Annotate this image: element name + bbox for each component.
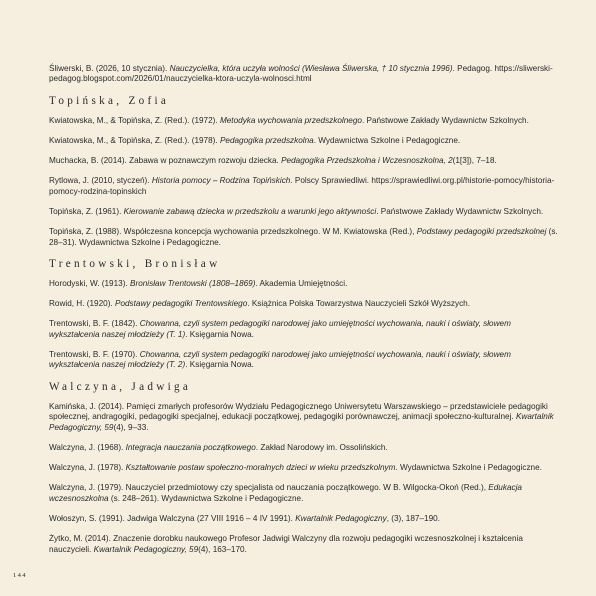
bibliography-section xyxy=(49,381,559,555)
reference-text: (4), 9–33. xyxy=(113,422,149,432)
reference-title: Pedagogika przedszkolna xyxy=(219,136,314,146)
reference-entry xyxy=(49,402,559,433)
reference-entry xyxy=(49,534,559,555)
reference-title: Historia pomocy – Rodzina Topińskich xyxy=(151,176,291,186)
reference-title: Podstawy pedagogiki przedszkolnej xyxy=(416,227,547,237)
reference-text: . Akademia Umiejętności. xyxy=(255,279,348,289)
reference-title: Chowanna, czyli system pedagogiki narodowej jako umiejętności wychowania, nauki i oświaty, słowem wykształcenia naszej młodzieży (T. 1) xyxy=(49,319,511,339)
reference-text: Walczyna, J. (1978). xyxy=(49,463,126,473)
reference-text: Trentowski, B. F. (1970). xyxy=(49,350,140,360)
reference-text: . Księgarnia Nowa. xyxy=(185,329,254,339)
reference-entry xyxy=(49,64,559,85)
reference-text: . Pedagog. https://sliwerski-pedagog.blogspot.com/2026/01/nauczycielka-ktora-uczyla-wolnosci.html xyxy=(49,64,553,84)
reference-entry xyxy=(49,350,559,371)
reference-text: Żytko, M. (2014). Znaczenie dorobku naukowego Profesor Jadwigi Walczyny dla rozwoju pedagogiki wczesnoszkolnej i kształcenia nauczycieli. xyxy=(49,534,523,554)
reference-entry xyxy=(49,514,559,524)
reference-text: (s. 28–31). Wydawnictwa Szkolne i Pedagogiczne. xyxy=(49,227,558,247)
reference-title: Edukacja wczesnoszkolna xyxy=(49,483,522,503)
reference-text: Wołoszyn, S. (1991). Jadwiga Walczyna (27 VIII 1916 – 4 IV 1991). xyxy=(49,513,296,523)
reference-title: Chowanna, czyli system pedagogiki narodowej jako umiejętności wychowania, nauki i oświaty, słowem wykształcenia naszej młodzieży (T. 2) xyxy=(49,350,511,370)
reference-text: Kwiatowska, M., & Topińska, Z. (Red.). (1972). xyxy=(49,115,220,125)
reference-text: Rytlowa, J. (2010, styczeń). xyxy=(49,176,152,186)
reference-title: Kierowanie zabawą dziecka w przedszkolu a warunki jego aktywności xyxy=(123,207,377,217)
reference-title: Kwartalnik Pedagogiczny, 59 xyxy=(93,544,199,554)
reference-title: Podstawy pedagogiki Trentowskiego xyxy=(114,299,248,309)
reference-title: Pedagogika Przedszkolna i Wczesnoszkolna, 2 xyxy=(281,156,453,166)
reference-text: . Wydawnictwa Szkolne i Pedagogiczne. xyxy=(395,463,542,473)
reference-entry xyxy=(49,319,559,340)
reference-text: . Księgarnia Nowa. xyxy=(185,360,254,370)
reference-text: Muchacka, B. (2014). Zabawa w poznawczym rozwoju dziecka. xyxy=(49,156,282,166)
reference-text: . Państwowe Zakłady Wydawnictw Szkolnych. xyxy=(361,115,529,125)
reference-entry xyxy=(49,483,559,504)
reference-title: Kwartalnik Pedagogiczny, 59 xyxy=(49,412,554,432)
reference-title: Kwartalnik Pedagogiczny xyxy=(295,513,387,523)
reference-title: Kształtowanie postaw społeczno-moralnych dzieci w wieku przedszkolnym xyxy=(125,463,396,473)
reference-entry xyxy=(49,443,559,453)
reference-text: Horodyski, W. (1913). xyxy=(49,279,130,289)
reference-title: Integracja nauczania początkowego xyxy=(125,442,256,452)
reference-text: (1[3]), 7–18. xyxy=(452,156,497,166)
reference-entry xyxy=(49,227,559,248)
reference-text: , (3), 187–190. xyxy=(386,513,440,523)
section-heading: Trentowski, Bronisław xyxy=(49,258,221,271)
bibliography-section xyxy=(49,64,559,85)
bibliography xyxy=(49,64,559,565)
reference-text: Walczyna, J. (1979). Nauczyciel przedmiotowy czy specjalista od nauczania początkowego. W B. Wilgocka-Okoń (Red.), xyxy=(49,483,489,493)
page-number: 144 xyxy=(13,572,27,579)
reference-entry xyxy=(49,176,559,197)
reference-text: (4), 163–170. xyxy=(198,544,247,554)
reference-text: . Polscy Sprawiedliwi. https://sprawiedliwi.org.pl/historie-pomocy/historia-pomocy-rodzina-topinskich xyxy=(49,176,555,196)
reference-text: . Zakład Narodowy im. Ossolińskich. xyxy=(255,442,388,452)
reference-text: Kamińska, J. (2014). Pamięci zmarłych profesorów Wydziału Pedagogicznego Uniwersytetu Warszawskiego – przedstawiciele pedagogiki społecznej, andragogiki, pedagogiki specjalnej, edukacji początkowej, pedagogiki porównawczej, animacji społeczno-kulturalnej. xyxy=(49,401,548,422)
reference-entry xyxy=(49,207,559,217)
reference-text: Walczyna, J. (1968). xyxy=(49,442,126,452)
reference-entry xyxy=(49,116,559,126)
bibliography-section xyxy=(49,95,559,248)
reference-entry xyxy=(49,156,559,166)
reference-text: . Książnica Polska Towarzystwa Nauczycieli Szkół Wyższych. xyxy=(247,299,471,309)
reference-title: Nauczycielka, która uczyła wolności (Wiesława Śliwerska, † 10 stycznia 1996) xyxy=(169,64,453,73)
reference-entry xyxy=(49,279,559,289)
reference-title: Bronisław Trentowski (1808–1869) xyxy=(130,279,256,289)
reference-text: Kwiatowska, M., & Topińska, Z. (Red.). (1978). xyxy=(49,136,220,146)
reference-text: Trentowski, B. F. (1842). xyxy=(49,319,140,329)
section-heading: Walczyna, Jadwiga xyxy=(49,380,192,393)
bibliography-section xyxy=(49,258,559,371)
reference-text: Rowid, H. (1920). xyxy=(49,299,115,309)
reference-text: Śliwerski, B. (2026, 10 stycznia). xyxy=(49,64,170,73)
reference-entry xyxy=(49,299,559,309)
reference-text: (s. 248–261). Wydawnictwa Szkolne i Pedagogiczne. xyxy=(108,493,304,503)
reference-entry xyxy=(49,463,559,473)
reference-text: Topińska, Z. (1961). xyxy=(49,207,124,217)
reference-text: . Państwowe Zakłady Wydawnictw Szkolnych. xyxy=(376,207,544,217)
section-heading: Topińska, Zofia xyxy=(49,94,170,107)
reference-text: . Wydawnictwa Szkolne i Pedagogiczne. xyxy=(313,136,461,146)
reference-entry xyxy=(49,136,559,146)
reference-text: Topińska, Z. (1988). Współczesna koncepcja wychowania przedszkolnego. W M. Kwiatowska (Red.), xyxy=(49,227,417,237)
reference-title: Metodyka wychowania przedszkolnego xyxy=(219,115,362,125)
